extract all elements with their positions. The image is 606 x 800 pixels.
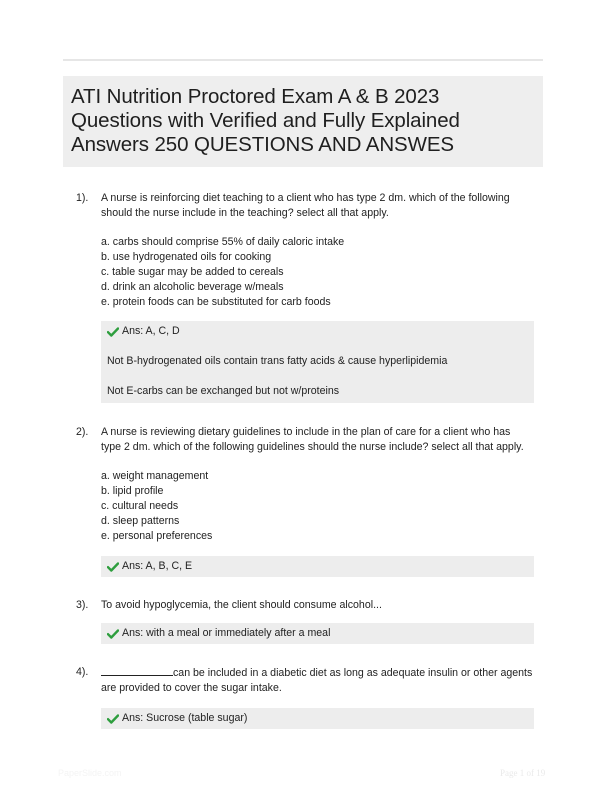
answer-text: Ans: A, B, C, E xyxy=(122,560,193,572)
answer-box xyxy=(101,556,534,577)
answer-line xyxy=(107,324,528,339)
check-icon xyxy=(107,562,119,572)
question-number: 1). xyxy=(76,192,89,204)
check-icon xyxy=(107,327,119,337)
question-2 xyxy=(63,425,543,577)
question-3 xyxy=(63,598,543,644)
option-item: e. personal preferences xyxy=(101,530,213,542)
option-item: a. weight management xyxy=(101,470,209,482)
document-title: ATI Nutrition Proctored Exam A & B 2023 Questions with Verified and Fully Explained Answers 250 QUESTIONS AND ANSWES xyxy=(71,85,460,156)
answer-text: Ans: Sucrose (table sugar) xyxy=(122,712,248,724)
top-divider xyxy=(63,59,543,61)
answer-line xyxy=(107,626,528,641)
answer-line xyxy=(107,711,528,726)
answer-text: Ans: with a meal or immediately after a meal xyxy=(122,627,331,639)
option-item: b. lipid profile xyxy=(101,485,164,497)
explanation-text: Not B-hydrogenated oils contain trans fatty acids & cause hyperlipidemia xyxy=(107,355,448,367)
answer-text: Ans: A, C, D xyxy=(122,325,180,337)
question-number: 4). xyxy=(76,666,89,678)
question-4 xyxy=(63,665,543,729)
question-text: To avoid hypoglycemia, the client should consume alcohol... xyxy=(101,599,382,611)
check-icon xyxy=(107,629,119,639)
page-number: Page 1 of 19 xyxy=(500,768,546,778)
option-list xyxy=(101,469,543,544)
option-item: d. sleep patterns xyxy=(101,515,180,527)
footer-watermark: PaperSlide.com xyxy=(58,768,122,778)
check-icon xyxy=(107,714,119,724)
option-item: c. table sugar may be added to cereals xyxy=(101,266,284,278)
answer-line xyxy=(107,559,528,574)
option-item: e. protein foods can be substituted for carb foods xyxy=(101,296,331,308)
option-item: b. use hydrogenated oils for cooking xyxy=(101,251,272,263)
answer-box xyxy=(101,623,534,644)
explanation-text: Not E-carbs can be exchanged but not w/proteins xyxy=(107,385,340,397)
question-text: A nurse is reviewing dietary guidelines to include in the plan of care for a client who has type 2 dm. which of the following guidelines should the nurse include? select all that apply. xyxy=(101,426,524,453)
question-text: can be included in a diabetic diet as long as adequate insulin or other agents are provided to cover the sugar intake. xyxy=(101,667,533,694)
question-text: A nurse is reinforcing diet teaching to a client who has type 2 dm. which of the following should the nurse include in the teaching? select all that apply. xyxy=(101,192,510,219)
question-number: 3). xyxy=(76,599,89,611)
answer-box xyxy=(101,321,534,403)
option-item: d. drink an alcoholic beverage w/meals xyxy=(101,281,284,293)
title-box xyxy=(63,76,543,167)
question-1 xyxy=(63,191,543,403)
option-item: a. carbs should comprise 55% of daily caloric intake xyxy=(101,236,345,248)
question-text-wrapper xyxy=(101,665,533,696)
fill-in-blank xyxy=(101,665,173,676)
option-list xyxy=(101,235,543,310)
answer-box xyxy=(101,708,534,729)
option-item: c. cultural needs xyxy=(101,500,179,512)
question-number: 2). xyxy=(76,426,89,438)
